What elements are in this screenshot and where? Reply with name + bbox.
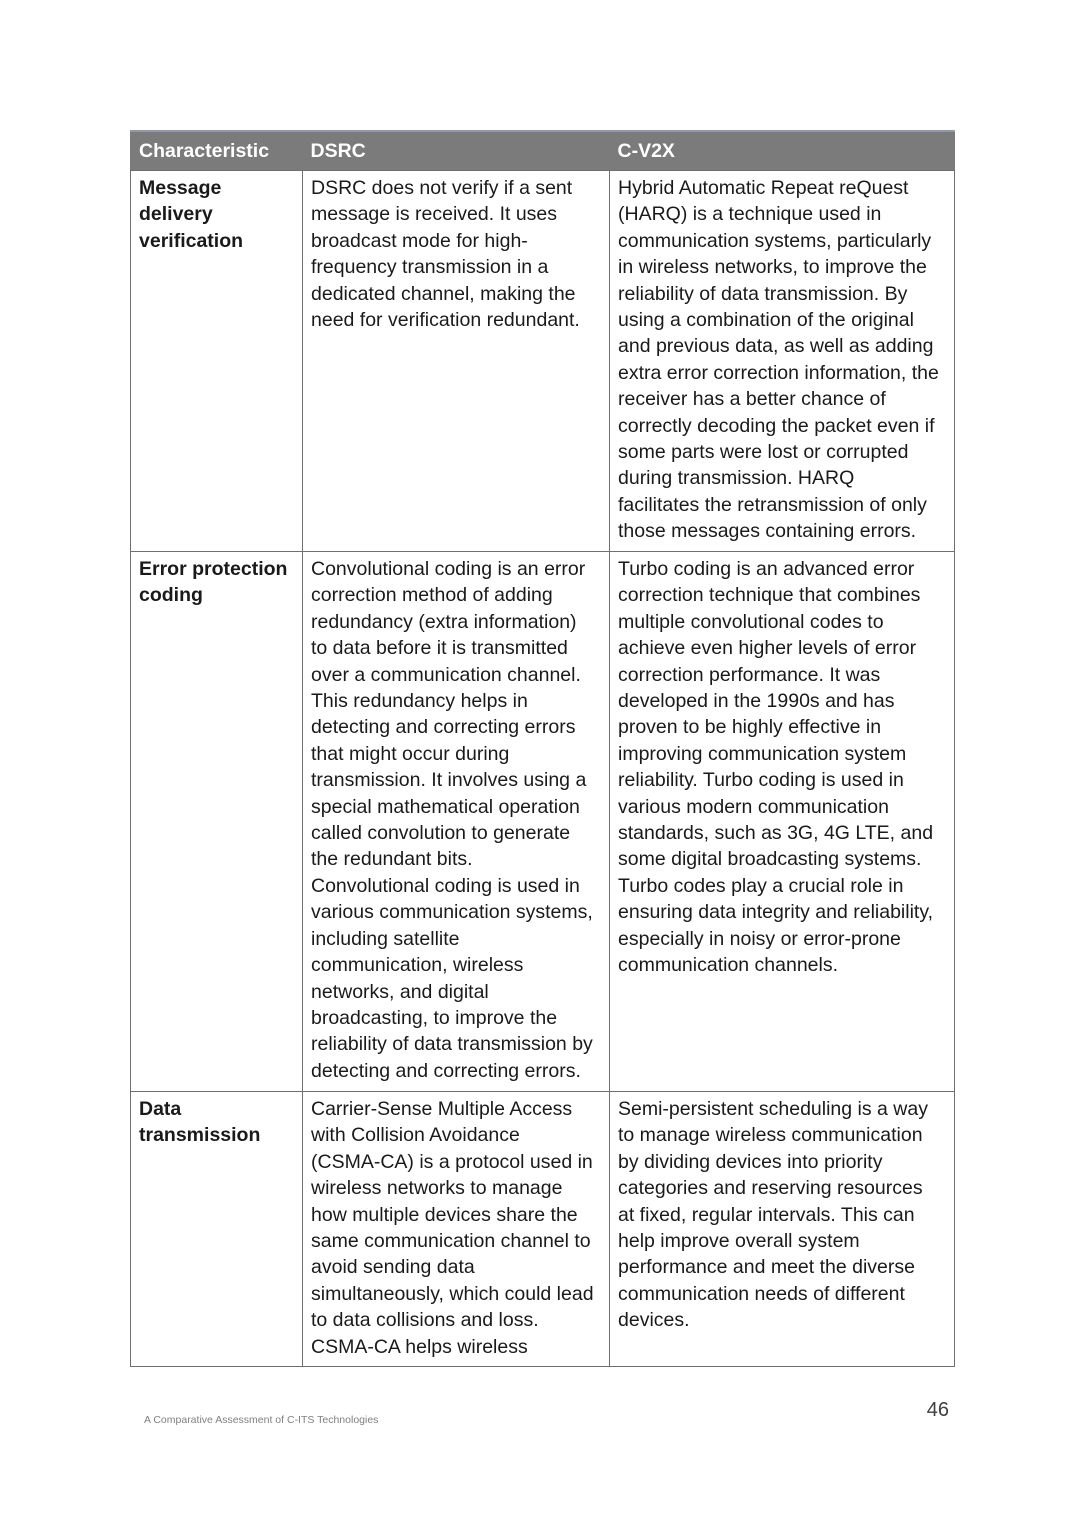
cell-text-line: how multiple devices share the <box>311 1203 578 1226</box>
cell-text-line: communication, wireless <box>311 954 524 977</box>
cell-text-line: broadcast mode for high- <box>311 229 528 252</box>
row-cv2x-cell <box>610 552 955 1092</box>
cell-text-line: dedicated channel, making the <box>311 282 576 305</box>
cell-text-line: Error protection <box>139 558 288 580</box>
row-dsrc-cell <box>303 171 610 552</box>
cell-text-line: some digital broadcasting systems. <box>618 848 922 871</box>
cell-text-line: and previous data, as well as adding <box>618 335 934 358</box>
cell-text-line: that might occur during <box>311 742 510 765</box>
cell-text-line: correction performance. It was <box>618 663 881 686</box>
row-characteristic <box>131 171 303 552</box>
cell-text-line: communication needs of different <box>618 1282 905 1305</box>
cell-text-line: Data <box>139 1098 182 1120</box>
cell-text-line: same communication channel to <box>311 1230 591 1253</box>
cell-text-line: CSMA-CA helps wireless <box>311 1335 528 1358</box>
cell-text-line: proven to be highly effective in <box>618 716 882 739</box>
row-characteristic <box>131 552 303 1092</box>
cell-text-line: performance and meet the diverse <box>618 1256 915 1279</box>
cell-text-line: achieve even higher levels of error <box>618 637 917 660</box>
cell-text-line: facilitates the retransmission of only <box>618 493 927 516</box>
cell-text-line: categories and reserving resources <box>618 1177 923 1200</box>
cell-text-line: (CSMA-CA) is a protocol used in <box>311 1150 593 1173</box>
cell-text-line: Message <box>139 177 222 199</box>
cell-text-line: transmission. It involves using a <box>311 769 587 792</box>
cell-text-line: extra error correction information, the <box>618 361 939 384</box>
cell-text-line: with Collision Avoidance <box>311 1124 520 1147</box>
cell-text-line: reliability of data transmission by <box>311 1033 593 1056</box>
row-dsrc-cell <box>303 1092 610 1367</box>
cell-text-line: networks, and digital <box>311 980 489 1003</box>
cell-text-line: various modern communication <box>618 795 889 818</box>
cell-text-line: in wireless networks, to improve the <box>618 256 927 279</box>
cell-text-line: simultaneously, which could lead <box>311 1282 594 1305</box>
cell-text-line: This redundancy helps in <box>311 690 528 713</box>
page-number: 46 <box>926 1399 949 1421</box>
table-header-row <box>131 131 955 171</box>
cell-text-line: coding <box>139 584 203 607</box>
cell-text-line: those messages containing errors. <box>618 520 917 543</box>
footer-document-title: A Comparative Assessment of C-ITS Technologies <box>144 1414 379 1426</box>
cell-text-line: to manage wireless communication <box>618 1124 923 1147</box>
cell-text-line: avoid sending data <box>311 1256 475 1279</box>
cell-text-line: frequency transmission in a <box>311 256 549 279</box>
cell-text-line: detecting and correcting errors <box>311 716 576 739</box>
cell-text-line: Turbo codes play a crucial role in <box>618 874 904 897</box>
cell-text-line: standards, such as 3G, 4G LTE, and <box>618 822 934 845</box>
cell-text-line: help improve overall system <box>618 1230 860 1253</box>
cell-text-line: Convolutional coding is an error <box>311 558 586 580</box>
cell-text-line: transmission <box>139 1124 261 1147</box>
cell-text-line: correction technique that combines <box>618 584 921 607</box>
cell-text-line: using a combination of the original <box>618 309 914 332</box>
cell-text-line: Semi-persistent scheduling is a way <box>618 1098 928 1120</box>
cell-text-line: especially in noisy or error-prone <box>618 927 901 950</box>
cell-text-line: the redundant bits. <box>311 848 473 871</box>
cell-text-line: Convolutional coding is used in <box>311 874 580 897</box>
cell-text-line: wireless networks to manage <box>311 1177 563 1200</box>
cell-text-line: communication systems, particularly <box>618 229 932 252</box>
table-row <box>131 1092 955 1367</box>
cell-text-line: delivery <box>139 203 213 226</box>
cell-text-line: devices. <box>618 1309 690 1332</box>
cell-text-line: redundancy (extra information) <box>311 610 577 633</box>
header-dsrc: DSRC <box>303 131 610 171</box>
cell-text-line: broadcasting, to improve the <box>311 1006 558 1029</box>
cell-text-line: reliability. Turbo coding is used in <box>618 769 904 792</box>
cell-text-line: various communication systems, <box>311 901 593 924</box>
cell-text-line: developed in the 1990s and has <box>618 690 895 713</box>
header-cv2x: C-V2X <box>610 131 955 171</box>
cell-text-line: need for verification redundant. <box>311 309 580 332</box>
header-characteristic: Characteristic <box>131 131 303 171</box>
cell-text-line: by dividing devices into priority <box>618 1150 883 1173</box>
cell-text-line: detecting and correcting errors. <box>311 1059 581 1082</box>
cell-text-line: DSRC does not verify if a sent <box>311 177 573 199</box>
cell-text-line: communication channels. <box>618 954 839 977</box>
row-cv2x-cell <box>610 1092 955 1367</box>
cell-text-line: receiver has a better chance of <box>618 388 886 411</box>
cell-text-line: during transmission. HARQ <box>618 467 855 490</box>
cell-text-line: correction method of adding <box>311 584 553 607</box>
cell-text-line: including satellite <box>311 927 460 950</box>
cell-text-line: called convolution to generate <box>311 822 571 845</box>
table-row <box>131 171 955 552</box>
cell-text-line: multiple convolutional codes to <box>618 610 884 633</box>
cell-text-line: correctly decoding the packet even if <box>618 414 935 437</box>
cell-text-line: Turbo coding is an advanced error <box>618 558 915 580</box>
cell-text-line: reliability of data transmission. By <box>618 282 908 305</box>
cell-text-line: verification <box>139 229 244 252</box>
cell-text-line: ensuring data integrity and reliability, <box>618 901 934 924</box>
cell-text-line: to data collisions and loss. <box>311 1309 539 1332</box>
table-row <box>131 552 955 1092</box>
cell-text-line: Hybrid Automatic Repeat reQuest <box>618 177 909 199</box>
comparison-table <box>130 130 955 1367</box>
cell-text-line: (HARQ) is a technique used in <box>618 203 882 226</box>
row-cv2x-cell <box>610 171 955 552</box>
cell-text-line: to data before it is transmitted <box>311 637 568 660</box>
cell-text-line: Carrier-Sense Multiple Access <box>311 1098 573 1120</box>
cell-text-line: over a communication channel. <box>311 663 581 686</box>
row-characteristic <box>131 1092 303 1367</box>
row-dsrc-cell <box>303 552 610 1092</box>
cell-text-line: message is received. It uses <box>311 203 558 226</box>
cell-text-line: special mathematical operation <box>311 795 580 818</box>
cell-text-line: at fixed, regular intervals. This can <box>618 1203 915 1226</box>
cell-text-line: some parts were lost or corrupted <box>618 441 909 464</box>
cell-text-line: improving communication system <box>618 742 907 765</box>
